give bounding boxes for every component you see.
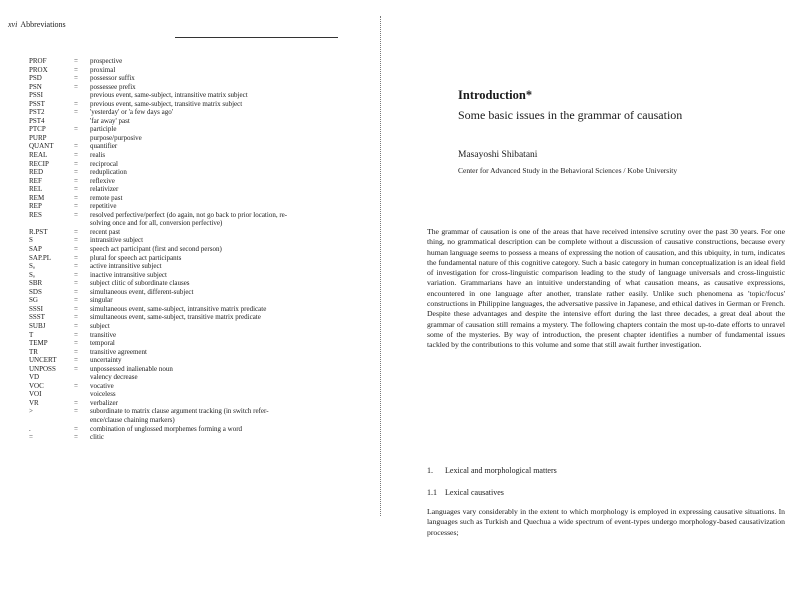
abbreviation-separator: = xyxy=(74,99,78,108)
abbreviation-definition: voiceless xyxy=(90,390,116,399)
abbreviation-definition: subject clitic of subordinate clauses xyxy=(90,279,190,288)
abbreviation-row xyxy=(29,211,359,220)
abbreviation-term: Sₐ xyxy=(29,262,35,271)
abbreviation-term: QUANT xyxy=(29,142,54,151)
abbreviation-separator: = xyxy=(74,168,78,177)
abbreviation-term: SSST xyxy=(29,313,45,322)
abbreviation-separator: = xyxy=(74,364,78,373)
abbreviation-separator: = xyxy=(74,381,78,390)
abbreviation-definition: reciprocal xyxy=(90,159,118,168)
abbreviation-definition: plural for speech act participants xyxy=(90,253,182,262)
abbreviation-row xyxy=(29,382,359,391)
page-number: xvi xyxy=(8,20,18,29)
abbreviation-row xyxy=(29,399,359,408)
abbreviation-separator: = xyxy=(74,296,78,305)
abbreviation-term: SDS xyxy=(29,287,42,296)
abbreviation-term: PROF xyxy=(29,57,47,65)
abbreviation-definition: remote past xyxy=(90,193,123,202)
abbreviation-row xyxy=(29,279,359,288)
subsection-title: Lexical causatives xyxy=(445,488,504,497)
abbreviation-definition: purpose/purposive xyxy=(90,133,142,142)
abbreviation-row xyxy=(29,254,359,263)
abbreviation-row xyxy=(29,416,359,425)
abbreviation-row xyxy=(29,331,359,340)
abbreviation-row xyxy=(29,313,359,322)
abbreviation-separator: = xyxy=(74,82,78,91)
abbreviation-term: SBR xyxy=(29,279,43,288)
abbreviation-row xyxy=(29,168,359,177)
abbreviation-definition: simultaneous event, same-subject, intransitive matrix predicate xyxy=(90,304,267,313)
abbreviation-term: SUBJ xyxy=(29,321,46,330)
abbreviation-row xyxy=(29,134,359,143)
abbreviation-separator: = xyxy=(74,227,78,236)
abbreviation-row xyxy=(29,219,359,228)
abbreviation-row xyxy=(29,74,359,83)
abbreviation-definition: simultaneous event, different-subject xyxy=(90,287,194,296)
abbreviation-definition: previous event, same-subject, intransitive matrix subject xyxy=(90,91,248,100)
abbreviation-separator: = xyxy=(74,210,78,219)
subsection-number: 1.1 xyxy=(427,488,437,497)
abbreviation-term: RED xyxy=(29,168,43,177)
abbreviation-definition: resolved perfective/perfect (do again, not go back to prior location, re- xyxy=(90,210,288,219)
abbreviation-separator: = xyxy=(74,236,78,245)
abbreviation-term: REF xyxy=(29,176,42,185)
running-head-title: Abbreviations xyxy=(20,20,66,29)
abbreviation-separator: = xyxy=(74,321,78,330)
abbreviation-definition: temporal xyxy=(90,339,115,348)
abbreviation-separator: = xyxy=(74,339,78,348)
abbreviation-definition: active intransitive subject xyxy=(90,262,162,271)
abbreviation-definition: previous event, same-subject, transitive matrix subject xyxy=(90,99,243,108)
abbreviation-separator: = xyxy=(74,202,78,211)
abbreviation-term: UNCERT xyxy=(29,356,57,365)
abbreviation-definition: prospective xyxy=(90,57,123,65)
abbreviation-separator: = xyxy=(74,330,78,339)
abbreviation-definition: valency decrease xyxy=(90,373,138,382)
header-rule xyxy=(175,37,338,38)
abbreviation-separator xyxy=(74,91,90,100)
abbreviation-definition: uncertainty xyxy=(90,356,122,365)
abbreviation-separator: = xyxy=(74,407,78,416)
abbreviation-row xyxy=(29,433,359,442)
section-title: Lexical and morphological matters xyxy=(445,466,557,475)
abbreviation-term: = xyxy=(29,433,33,442)
abbreviation-row xyxy=(29,194,359,203)
section-heading xyxy=(427,466,557,475)
abbreviation-separator: = xyxy=(74,398,78,407)
abbreviation-term: PROX xyxy=(29,65,48,74)
abbreviation-separator: = xyxy=(74,262,78,271)
abbreviation-row xyxy=(29,390,359,399)
abbreviation-row xyxy=(29,373,359,382)
abbreviation-definition: solving once and for all, conversion perfective) xyxy=(90,219,223,228)
abbreviation-term: SSSI xyxy=(29,304,44,313)
abbreviation-definition: 'yesterday' or 'a few days ago' xyxy=(90,108,173,117)
abbreviation-row xyxy=(29,125,359,134)
abbreviation-definition: speech act participant (first and second person) xyxy=(90,245,222,254)
abbreviation-row xyxy=(29,228,359,237)
abbreviation-row xyxy=(29,271,359,280)
abbreviation-term: PSD xyxy=(29,74,42,83)
abbreviation-row xyxy=(29,100,359,109)
abbreviation-definition: quantifier xyxy=(90,142,118,151)
abbreviation-row xyxy=(29,91,359,100)
abbreviation-row xyxy=(29,160,359,169)
abbreviation-separator xyxy=(74,416,90,425)
abbreviation-definition: intransitive subject xyxy=(90,236,144,245)
abbreviation-row xyxy=(29,407,359,416)
abbreviation-row xyxy=(29,202,359,211)
abbreviation-separator: = xyxy=(74,424,78,433)
abbreviation-row xyxy=(29,142,359,151)
abbreviation-separator: = xyxy=(74,245,78,254)
abbreviation-separator: = xyxy=(74,347,78,356)
abbreviation-row xyxy=(29,348,359,357)
abbreviation-term: TEMP xyxy=(29,339,48,348)
abbreviation-definition: subject xyxy=(90,321,110,330)
abbreviation-term: VR xyxy=(29,398,39,407)
abbreviation-row xyxy=(29,322,359,331)
chapter-title: Introduction* xyxy=(458,88,533,102)
abbreviation-separator xyxy=(74,134,90,143)
abbreviation-term: R.PST xyxy=(29,227,48,236)
abbreviation-definition: 'far away' past xyxy=(90,116,130,125)
abbreviation-row xyxy=(29,83,359,92)
abbreviation-row xyxy=(29,356,359,365)
abbreviation-term: VD xyxy=(29,373,40,382)
lexical-causatives-paragraph: Languages vary considerably in the extent to which morphology is employed in expressing causative situations. In languages such as Turkish and Quechua a wide spectrum of event-types undergo morphology-based causativization processes; xyxy=(427,507,785,537)
abbreviation-separator: = xyxy=(74,253,78,262)
abbreviation-definition: vocative xyxy=(90,381,114,390)
author-name: Masayoshi Shibatani xyxy=(458,150,538,160)
abbreviation-term: RECIP xyxy=(29,159,49,168)
abbreviation-row xyxy=(29,339,359,348)
abbreviation-row xyxy=(29,66,359,75)
abbreviation-separator xyxy=(74,373,90,382)
abbreviation-definition: possessee prefix xyxy=(90,82,136,91)
abbreviation-list xyxy=(29,57,359,442)
abbreviation-term: VOC xyxy=(29,381,44,390)
abbreviation-term: PSN xyxy=(29,82,42,91)
section-number: 1. xyxy=(427,466,433,475)
abbreviation-separator: = xyxy=(74,270,78,279)
abbreviation-term: Sₒ xyxy=(29,270,35,279)
abbreviation-term: REAL xyxy=(29,151,48,160)
abbreviation-separator: = xyxy=(74,279,78,288)
page-gutter xyxy=(380,16,383,516)
abbreviation-row xyxy=(29,262,359,271)
abbreviation-separator: = xyxy=(74,304,78,313)
abbreviation-definition: unpossessed inalienable noun xyxy=(90,364,173,373)
abbreviation-definition: verbalizer xyxy=(90,398,118,407)
abbreviation-separator: = xyxy=(74,313,78,322)
abbreviation-definition: repetitive xyxy=(90,202,117,211)
abbreviation-term: PST2 xyxy=(29,108,45,117)
abbreviation-definition: singular xyxy=(90,296,113,305)
intro-paragraph: The grammar of causation is one of the areas that have received intensive scrutiny over the past 30 years. For one thing, no grammatical description can be complete without a discussion of causative constructions, because every human language seems to possess a means of expressing the notion of causation, and this ubiquity, in turn, indicates the fundamental nature of this cognitive category. Such a basic category in human conceptualization is an ideal field of investigation for cross-linguistic comparison leading to the study of language universals and cross-linguistic variation. Grammarians have an intuitive understanding of what causation means, as causative expressions, encountered in one language after another, translate rather easily. Unlike such phenomena as 'topic/focus' constructions in Philippine languages, the adversative passive in Japanese, and ethical datives in German or French. Despite these advantages and despite the intensive effort during the last three decades, a great deal about the grammar of causation still remains a mystery. The following chapters contain the most up-to-date efforts to unravel some of the mysteries. By way of introduction, the present chapter identifies a number of fundamental issues tackled by the contributions to this volume and some that still await further investigation. xyxy=(427,227,785,350)
abbreviation-term: REM xyxy=(29,193,45,202)
abbreviation-row xyxy=(29,117,359,126)
author-affiliation: Center for Advanced Study in the Behavioral Sciences / Kobe University xyxy=(458,166,678,175)
abbreviation-row xyxy=(29,177,359,186)
abbreviation-separator: = xyxy=(74,185,78,194)
abbreviation-term: S xyxy=(29,236,33,245)
abbreviation-term xyxy=(29,416,74,425)
abbreviation-row xyxy=(29,296,359,305)
abbreviation-separator xyxy=(74,390,90,399)
abbreviation-separator: = xyxy=(74,65,78,74)
abbreviation-definition: clitic xyxy=(90,433,104,442)
abbreviation-row xyxy=(29,108,359,117)
abbreviation-definition: realis xyxy=(90,151,106,160)
abbreviation-definition: inactive intransitive subject xyxy=(90,270,167,279)
abbreviation-row xyxy=(29,305,359,314)
abbreviation-term: > xyxy=(29,407,33,416)
abbreviation-definition: proximal xyxy=(90,65,116,74)
abbreviation-definition: subordinate to matrix clause argument tracking (in switch refer- xyxy=(90,407,269,416)
abbreviation-definition: transitive agreement xyxy=(90,347,147,356)
abbreviation-separator: = xyxy=(74,176,78,185)
abbreviation-separator: = xyxy=(74,193,78,202)
abbreviation-definition: transitive xyxy=(90,330,117,339)
abbreviation-definition: reduplication xyxy=(90,168,127,177)
abbreviation-separator: = xyxy=(74,57,78,65)
abbreviation-definition: combination of unglossed morphemes forming a word xyxy=(90,424,243,433)
abbreviation-term: SG xyxy=(29,296,38,305)
abbreviation-term: VOI xyxy=(29,390,42,399)
abbreviation-definition: recent past xyxy=(90,227,121,236)
abbreviation-term: SAP xyxy=(29,245,42,254)
abbreviation-row xyxy=(29,57,359,66)
abbreviation-definition: relativizer xyxy=(90,185,119,194)
abbreviation-row xyxy=(29,365,359,374)
abbreviation-separator: = xyxy=(74,159,78,168)
abbreviation-term: PSSI xyxy=(29,91,44,100)
abbreviation-separator: = xyxy=(74,433,78,442)
subsection-heading xyxy=(427,488,504,497)
abbreviation-separator xyxy=(74,219,90,228)
running-head xyxy=(8,20,66,29)
abbreviation-separator: = xyxy=(74,151,78,160)
abbreviation-term: PSST xyxy=(29,99,45,108)
abbreviation-term: . xyxy=(29,424,31,433)
abbreviation-row xyxy=(29,151,359,160)
abbreviation-term: SAP.PL xyxy=(29,253,51,262)
abbreviation-row xyxy=(29,185,359,194)
abbreviation-term: PST4 xyxy=(29,116,45,125)
abbreviation-term xyxy=(29,219,74,228)
abbreviation-definition: participle xyxy=(90,125,117,134)
abbreviation-separator: = xyxy=(74,74,78,83)
abbreviation-term: UNPOSS xyxy=(29,364,56,373)
abbreviation-term: PTCP xyxy=(29,125,46,134)
abbreviation-definition: ence/clause chaining markers) xyxy=(90,415,175,424)
abbreviation-term: REL xyxy=(29,185,43,194)
abbreviation-row xyxy=(29,425,359,434)
abbreviation-separator: = xyxy=(74,142,78,151)
abbreviation-term: TR xyxy=(29,347,38,356)
abbreviation-term: T xyxy=(29,330,34,339)
abbreviation-separator xyxy=(74,117,90,126)
abbreviation-definition: possessor suffix xyxy=(90,74,135,83)
abbreviation-row xyxy=(29,288,359,297)
abbreviation-term: REP xyxy=(29,202,42,211)
abbreviation-separator: = xyxy=(74,287,78,296)
abbreviation-definition: simultaneous event, same-subject, transitive matrix predicate xyxy=(90,313,261,322)
abbreviation-term: RES xyxy=(29,210,42,219)
abbreviation-separator: = xyxy=(74,108,78,117)
abbreviation-separator: = xyxy=(74,125,78,134)
abbreviation-row xyxy=(29,236,359,245)
abbreviation-row xyxy=(29,245,359,254)
chapter-subtitle: Some basic issues in the grammar of causation xyxy=(458,108,683,122)
abbreviation-separator: = xyxy=(74,356,78,365)
abbreviation-term: PURP xyxy=(29,133,47,142)
abbreviation-definition: reflexive xyxy=(90,176,115,185)
